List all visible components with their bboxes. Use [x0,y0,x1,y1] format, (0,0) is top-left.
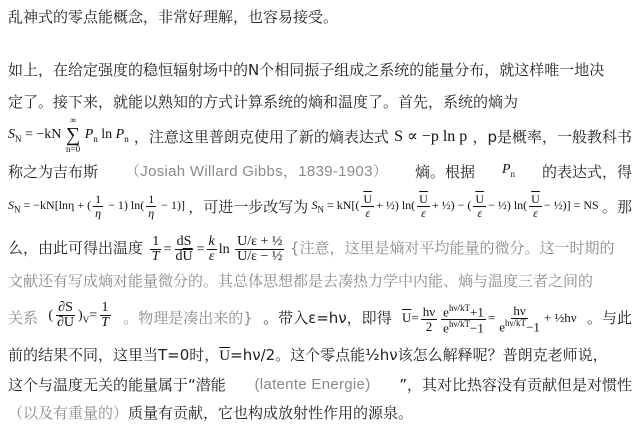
entropy-rewritten-formula: $S_N = kN$[( $\frac{\overline{U}}{\varepsilon}$ + ½) ln( $\frac{\overline{U}}{\varepsilon}$ + ½) − ( $\frac{\overline{U}}{\varepsilon}$ − ½) ln( $\frac{\overline{U}}{\varepsilon}$ − ½)] = NS [311,191,599,220]
paragraph-2-line-2 [8,87,632,117]
entropy-proportional-formula: S ∝ −p ln p [394,128,468,145]
text-fragment: 熵。根据 [414,163,475,181]
gibbs-name: （Josiah Willard Gibbs，1839-1903） [124,163,389,180]
text-fragment: 前的结果不同，这里当T=0时，$\overline{U}=h\nu/2$。这个零点能½hν该怎么解释呢？普朗克老师说， [8,345,608,364]
text-line: 如上，在给定强度的稳恒辐射场中的N个相同振子组成之系统的能量分布，就这样唯一地决 [8,61,605,79]
text-fragment: ，注意这里普朗克使用了新的熵表达式 [133,128,389,146]
note-text: （以及有重量的） [8,404,129,422]
text-fragment: 的表达式，得 [541,163,632,181]
note-text: 文献还有写成熵对能量微分的。其总体思想都是去凑热力学中内能、熵与温度三者之间的 [8,272,594,290]
text-fragment: ”，其对比热容没有贡献但是对惯性 [399,376,632,394]
intro-text: 乱神式的零点能概念，非常好理解，也容易接受。 [8,8,339,26]
paragraph-2-line-6 [8,228,614,268]
entropy-eta-formula: $S_N = -kN[\ln\eta$ + ( $\frac{1}{\eta}$ − 1) ln( $\frac{1}{\eta}$ − 1)] [8,191,185,220]
paragraph-1 [8,2,338,32]
sum-operator: ∞ ∑ n=0 [65,115,81,154]
paragraph-2-line-8 [8,296,632,340]
entropy-formula: $S_N = -kN$ ∞ ∑ n=0 $P_n$ $\ln P_n$ [8,115,129,154]
note-text: {注意，这里是熵对平均能量的微分。这一时期的 [289,239,615,257]
text-fragment: 质量有贡献，它也构成放射性作用的源泉。 [128,404,414,422]
mean-energy-formula: $\overline{U}=$ $\frac{h\nu}{2}$ $\frac{e^{h\nu/kT}+1}{e^{h\nu/kT}-1}$ = $\frac{h\nu}{e^{h\nu/kT}-1}$ + ½hν [402,302,577,335]
paragraph-2-line-7 [8,266,632,296]
paragraph-2-line-11 [8,398,413,428]
text-fragment: ，可进一步改写为 [188,198,309,216]
paragraph-2-line-1 [8,55,632,85]
text-fragment: 。那 [601,198,632,216]
note-text: 。物理是凑出来的} [123,309,253,327]
text-fragment: 这个与温度无关的能量属于“潜能 [8,376,226,394]
pn-symbol: $P_n$ [501,162,516,179]
text-fragment: 。与此 [586,309,632,327]
text-fragment: 。带入ε=hν，即得 [263,309,392,327]
paragraph-2-line-3 [8,117,632,157]
text-fragment: 称之为吉布斯 [8,163,99,181]
note-text: 关系 [8,309,39,327]
paragraph-2-line-9 [8,340,632,370]
paragraph-2-line-10 [8,370,632,400]
text-fragment: 么，由此可得出温度 [8,239,144,257]
temperature-formula: $\frac{1}{T}$ = $\frac{dS}{d\overline{U}}$ = $\frac{k}{\varepsilon}$ ln $\frac{\text{U/ε + ½}}{\text{U/ε − ½}}$ [151,233,283,265]
text-fragment: ，p是概率，一般教科书 [472,128,632,146]
text-line: 定了。接下来，就能以熟知的方式计算系统的熵和温度了。首先，系统的熵为 [8,93,519,111]
latente-energie: (latente Energie) [254,376,371,393]
paragraph-2-line-5 [8,186,632,228]
paragraph-2-line-4 [8,157,632,187]
thermo-relation-formula: ( $\frac{\partial S}{\partial U}$ )$_V=$ $\frac{1}{T}$ [48,299,109,331]
